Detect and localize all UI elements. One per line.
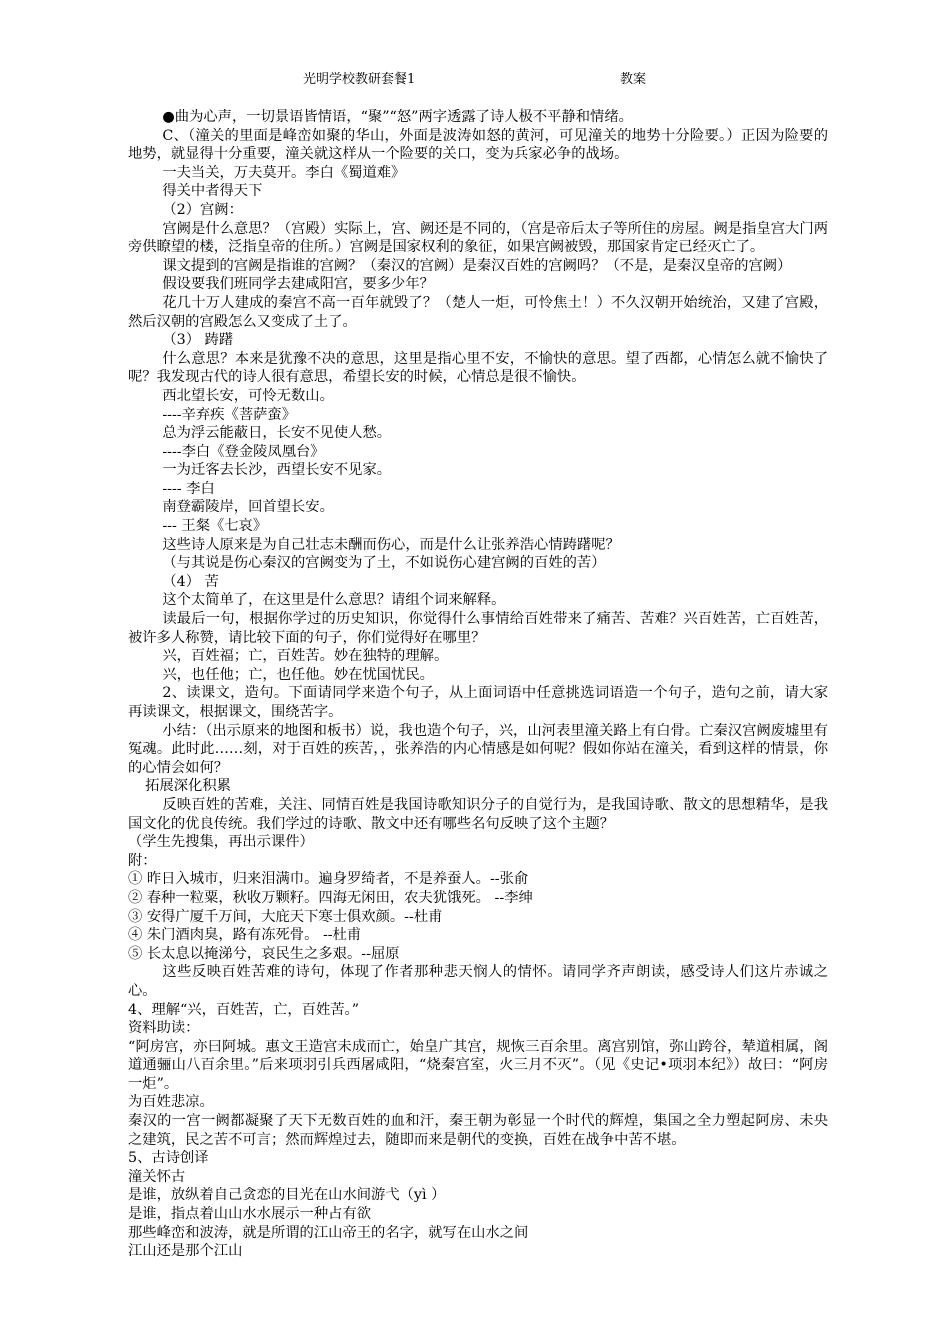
- paragraph: 兴，百姓福；亡，百姓苦。妙在独特的理解。: [162, 648, 449, 665]
- page-header: [0, 68, 950, 88]
- paragraph: ●曲为心声，一切景语皆情语，“聚”“怒”两字透露了诗人极不平静和情绪。: [162, 109, 633, 125]
- paragraph: 兴，也任他；亡，也任他。妙在忧国忧民。: [162, 666, 434, 683]
- paragraph: 花几十万人建成的秦宫不高一百年就毁了？（楚人一炬，可怜焦土！）不久汉朝开始统治，又建了宫殿，然后汉朝的宫殿怎么又变成了土了。: [128, 294, 828, 330]
- paragraph: （3） 踌躇: [162, 332, 234, 349]
- paragraph: 2、读课文，造句。下面请同学来造个句子，从上面词语中任意挑选词语造一个句子，造句之前，请大家再读课文，根据课文，围绕苦字。: [128, 685, 828, 720]
- paragraph: 南登霸陵岸，回首望长安。: [162, 499, 334, 516]
- paragraph: 资料助读：: [128, 1020, 200, 1037]
- paragraph: 小结：（出示原来的地图和板书）说，我也造个句子，兴，山河表里潼关路上有白骨。亡秦汉宫阙废墟里有冤魂。此时此……刻，对于百姓的疾苦，，张养浩的内心情感是如何呢？假如你站在潼关，看到这样的情景，你的心情会如何？: [128, 722, 828, 776]
- paragraph: 是谁，指点着山山水水展示一种占有欲: [128, 1206, 372, 1223]
- paragraph: ① 昨日入城市，归来泪满巾。遍身罗绮者，不是养蚕人。--张俞: [128, 871, 529, 888]
- paragraph: 江山还是那个江山: [128, 1243, 243, 1260]
- paragraph: 这些诗人原来是为自己壮志未酬而伤心，而是什么让张养浩心情踌躇呢？: [162, 536, 620, 553]
- paragraph: 附：: [128, 852, 157, 869]
- paragraph: ⑤ 长太息以掩涕兮，哀民生之多艰。--屈原: [128, 945, 400, 962]
- paragraph: ③ 安得广厦千万间，大庇天下寒士俱欢颜。--杜甫: [128, 908, 443, 925]
- document-body: [128, 108, 828, 1261]
- paragraph: 总为浮云能蔽日，长安不见使人愁。: [162, 425, 392, 442]
- paragraph: ④ 朱门酒肉臭，路有冻死骨。 --杜甫: [128, 927, 362, 944]
- paragraph: 一夫当关，万夫莫开。李白《蜀道难》: [162, 164, 406, 181]
- paragraph: 假设要我们班同学去建咸阳宫，要多少年？: [162, 276, 434, 293]
- paragraph: （与其说是伤心秦汉的宫阙变为了土，不如说伤心建宫阙的百姓的苦）: [162, 555, 606, 572]
- paragraph: --- 王粲《七哀》: [162, 518, 268, 535]
- paragraph: 什么意思？本来是犹豫不决的意思，这里是指心里不安，不愉快的意思。望了西都，心情怎么就不愉快了呢？我发现古代的诗人很有意思，希望长安的时候，心情总是很不愉快。: [128, 350, 828, 386]
- paragraph: （2）宫阙：: [162, 201, 243, 218]
- paragraph: 一为迁客去长沙，西望长安不见家。: [162, 462, 392, 479]
- paragraph: 那些峰峦和波涛，就是所谓的江山帝王的名字，就写在山水之间: [128, 1224, 529, 1241]
- paragraph: 秦汉的一宫一阙都凝聚了天下无数百姓的血和汗，秦王朝为彰显一个时代的辉煌，集国之全力塑起阿房、未央之建筑，民之苦不可言；然而辉煌过去，随即而来是朝代的变换，百姓在战争中苦不堪。: [128, 1113, 828, 1148]
- paragraph: 4、理解“兴，百姓苦，亡，百姓苦。”: [128, 1001, 360, 1018]
- paragraph: 拓展深化积累: [145, 778, 231, 795]
- paragraph: 为百姓悲凉。: [128, 1094, 214, 1111]
- paragraph: ② 春种一粒粟，秋收万颗籽。四海无闲田，农夫犹饿死。 --李绅: [128, 889, 533, 906]
- paragraph: “阿房宫，亦曰阿城。惠文王造宫未成而亡，始皇广其宫，规恢三百余里。离宫别馆，弥山跨谷，辇道相属，阁道通骊山八百余里。”后来项羽引兵西屠咸阳，“烧秦宫室，火三月不灭”。（见《史记•项羽本纪》）故曰：“阿房一炬”。: [128, 1038, 828, 1092]
- paragraph: ----李白《登金陵凤凰台》: [162, 443, 325, 460]
- paragraph: C、（潼关的里面是峰峦如聚的华山，外面是波涛如怒的黄河，可见潼关的地势十分险要。）正因为险要的地势，就显得十分重要，潼关就这样从一个险要的关口，变为兵家必争的战场。: [128, 127, 828, 163]
- paragraph: ---- 李白: [162, 480, 215, 497]
- paragraph: （4） 苦: [162, 573, 219, 590]
- paragraph: （学生先搜集，再出示课件）: [128, 834, 314, 851]
- paragraph: 得关中者得天下: [162, 183, 263, 200]
- paragraph: 反映百姓的苦难，关注、同情百姓是我国诗歌知识分子的自觉行为，是我国诗歌、散文的思想精华，是我国文化的优良传统。我们学过的诗歌、散文中还有哪些名句反映了这个主题？: [128, 796, 828, 832]
- paragraph: 宫阙是什么意思？（宫殿）实际上，宫、阙还是不同的，（宫是帝后太子等所住的房屋。阙是指皇宫大门两旁供瞭望的楼，泛指皇帝的住所。）宫阙是国家权利的象征，如果宫阙被毁，那国家肯定已经灭亡了。: [128, 220, 828, 256]
- paragraph: 这个太简单了，在这里是什么意思？请组个词来解释。: [162, 592, 506, 609]
- header-school-title: 光明学校教研套餐1: [303, 72, 416, 87]
- paragraph: 这些反映百姓苦难的诗句，体现了作者那种悲天悯人的情怀。请同学齐声朗读，感受诗人们这片赤诚之心。: [128, 964, 828, 999]
- paragraph: 课文提到的宫阙是指谁的宫阙？（秦汉的宫阙）是秦汉百姓的宫阙吗？（不是，是秦汉皇帝的宫阙）: [162, 257, 792, 274]
- paragraph: 西北望长安，可怜无数山。: [162, 387, 334, 404]
- paragraph: 读最后一句，根据你学过的历史知识，你觉得什么事情给百姓带来了痛苦、苦难？兴百姓苦，亡百姓苦，被许多人称赞，请比较下面的句子，你们觉得好在哪里？: [128, 611, 828, 646]
- paragraph: 是谁，放纵着自己贪恋的目光在山水间游弋（yì ）: [128, 1187, 446, 1204]
- paragraph: 潼关怀古: [128, 1168, 186, 1185]
- header-doc-type: 教案: [620, 72, 647, 87]
- paragraph: ----辛弃疾《菩萨蛮》: [162, 406, 297, 423]
- paragraph: 5、古诗创译: [128, 1150, 209, 1167]
